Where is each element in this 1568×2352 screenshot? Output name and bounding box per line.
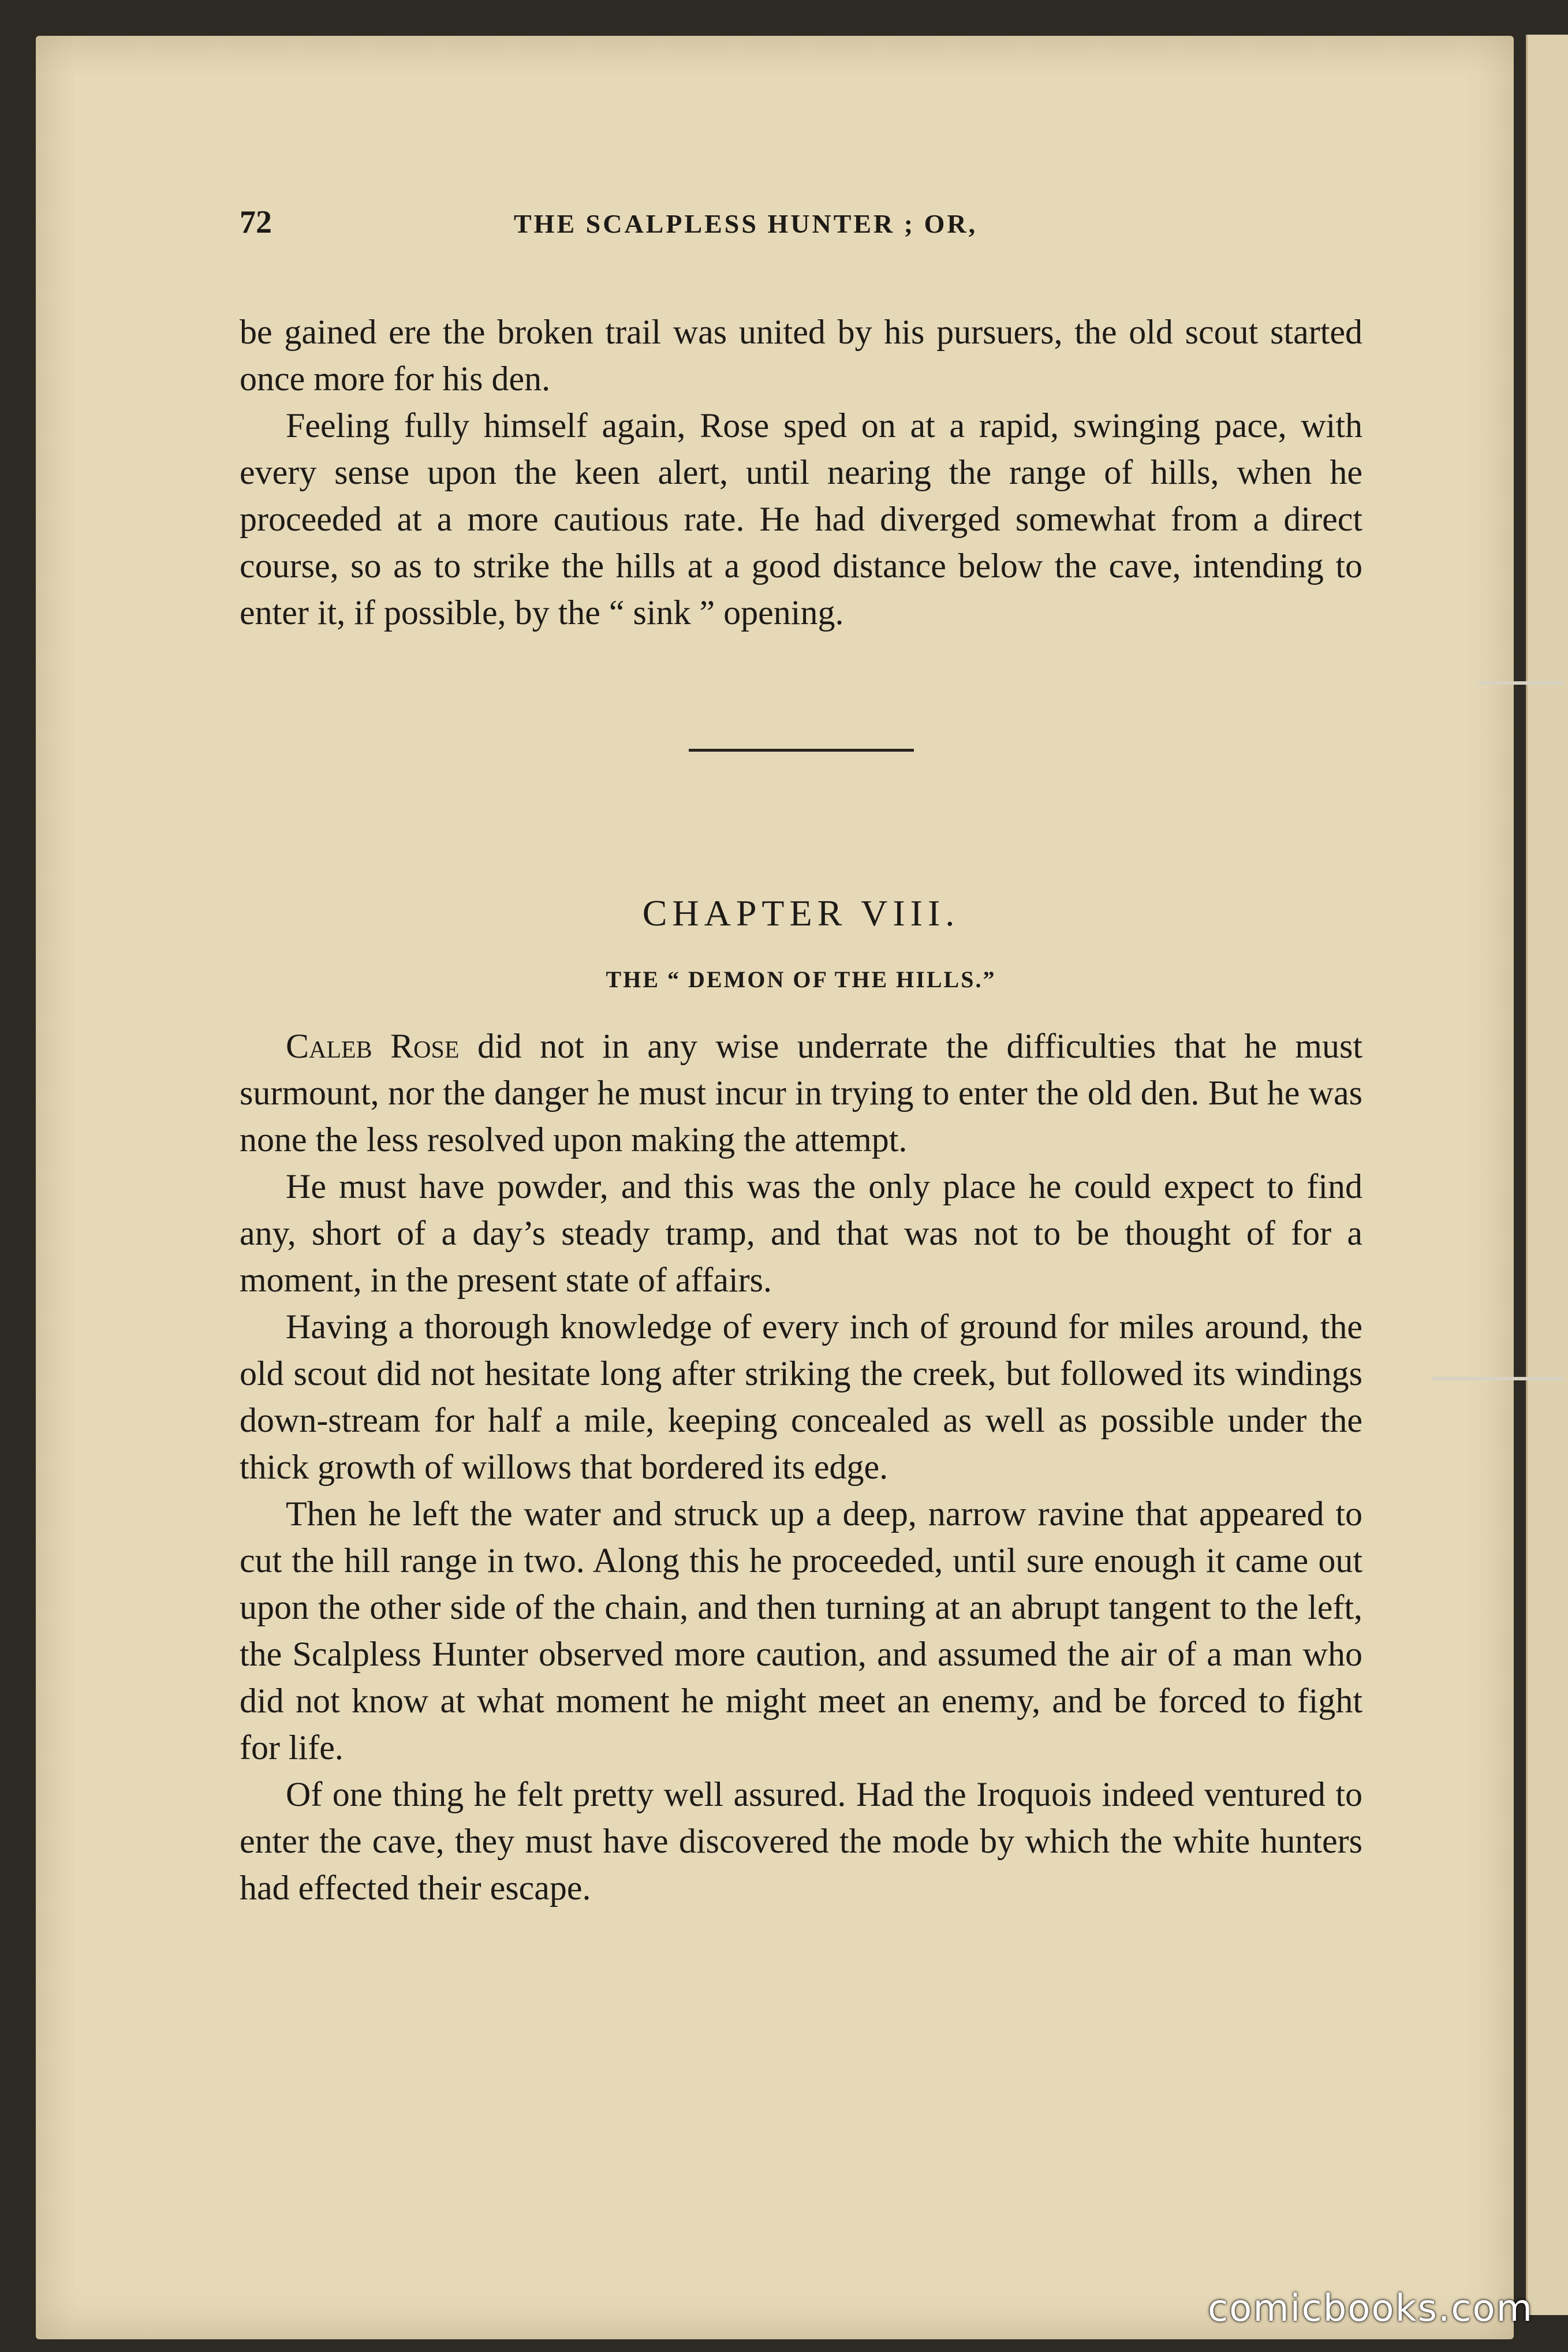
paragraph: Feeling fully himself again, Rose sped on at a rapid, swinging pace, with every sense upon the keen alert, until nearing the range of hills, when he proceeded at a more cautious rate. He had diverged somewhat from a direct course, so as to strike the hills at a good distance below the cave, intending to enter it, if possible, by the “ sink ” opening.: [240, 406, 1362, 632]
page-text: [240, 199, 1362, 1912]
paragraph: Of one thing he felt pretty well assured. Had the Iroquois indeed ventured to enter the cave, they must have discovered the mode by which the white hunters had effected their escape.: [240, 1775, 1362, 1907]
character-name: Caleb Rose: [286, 1027, 460, 1065]
paragraph-text: did not in any wise underrate the difficulties that he must surmount, nor the danger he must incur in trying to enter the old den. But he was none the less resolved upon making the attempt.: [240, 1027, 1363, 1159]
section-divider: [689, 749, 914, 752]
paragraph: be gained ere the broken trail was united by his pursuers, the old scout started once more for his den.: [240, 313, 1362, 398]
page-header: [240, 199, 1362, 240]
page-number: 72: [240, 204, 272, 240]
binding-thread: [1432, 1377, 1565, 1380]
binding-thread: [1478, 681, 1565, 685]
chapter-title: CHAPTER VIII.: [642, 893, 960, 934]
paragraph: Having a thorough knowledge of every inch of ground for miles around, the old scout did not hesitate long after striking the creek, but followed its windings down-stream for half a mile, keeping concealed as well as possible under the thick growth of willows that bordered its edge.: [240, 1308, 1362, 1486]
paragraph: [240, 1023, 1362, 1163]
paragraph: He must have powder, and this was the only place he could expect to find any, short of a day’s steady tramp, and that was not to be thought of for a moment, in the present state of affairs.: [240, 1167, 1362, 1299]
chapter-subtitle: THE “ DEMON OF THE HILLS.”: [606, 966, 996, 992]
running-head: THE SCALPLESS HUNTER ; OR,: [514, 209, 978, 238]
watermark: comicbooks.com: [1207, 2287, 1533, 2330]
paragraph: Then he left the water and struck up a deep, narrow ravine that appeared to cut the hill range in two. Along this he proceeded, until sure enough it came out upon the other side of the chain, and then turning at an abrupt tangent to the left, the Scalpless Hunter observed more caution, and assumed the air of a man who did not know at what moment he might meet an enemy, and be forced to fight for life.: [240, 1495, 1362, 1767]
facing-page-edge: [1526, 35, 1568, 2315]
